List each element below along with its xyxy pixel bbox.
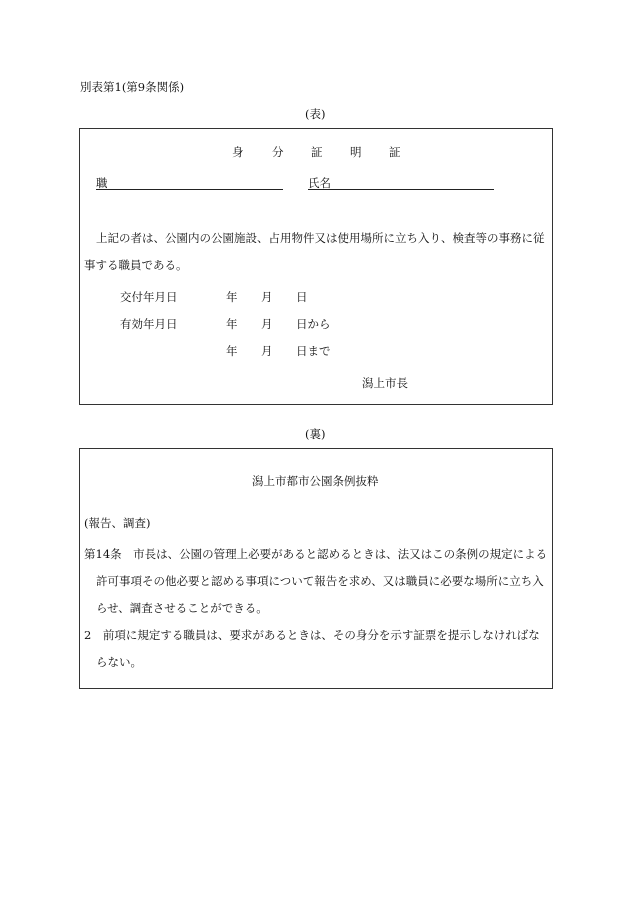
section-heading: (報告、調査) xyxy=(84,516,151,530)
position-field-label: 職 xyxy=(96,176,108,190)
date-row-1-label: 交付年月日 xyxy=(120,290,178,304)
date-row-3-day: 日まで xyxy=(296,344,331,358)
back-card xyxy=(79,448,553,689)
front-title-char-3: 証 xyxy=(311,145,323,159)
front-title-char-4: 明 xyxy=(350,145,362,159)
date-row-1-month: 月 xyxy=(261,290,273,304)
date-row-3-month: 月 xyxy=(261,344,273,358)
back-title: 潟上市都市公園条例抜粋 xyxy=(252,474,379,488)
front-title-char-1: 身 xyxy=(232,145,244,159)
article-line-5: らない。 xyxy=(96,655,142,669)
front-body-line-2: 事する職員である。 xyxy=(84,258,188,272)
date-row-1-day: 日 xyxy=(296,290,308,304)
front-title-char-5: 証 xyxy=(389,145,401,159)
issuer: 潟上市長 xyxy=(362,376,408,390)
date-row-1-year: 年 xyxy=(226,290,238,304)
date-row-2-day: 日から xyxy=(296,317,331,331)
date-row-3-year: 年 xyxy=(226,344,238,358)
name-field-label: 氏名 xyxy=(308,176,331,190)
table-label: 別表第1(第9条関係) xyxy=(80,80,185,94)
front-caption: (表) xyxy=(305,107,326,121)
date-row-2-month: 月 xyxy=(261,317,273,331)
back-caption: (裏) xyxy=(305,427,326,441)
date-row-2-label: 有効年月日 xyxy=(120,317,178,331)
front-card xyxy=(79,128,553,405)
article-line-1: 第14条 市長は、公園の管理上必要があると認めるときは、法又はこの条例の規定による xyxy=(84,547,548,561)
article-line-4: 2 前項に規定する職員は、要求があるときは、その身分を示す証票を提示しなければな xyxy=(84,628,540,642)
front-body-line-1: 上記の者は、公園内の公園施設、占用物件又は使用場所に立ち入り、検査等の事務に従 xyxy=(96,231,545,245)
article-line-3: らせ、調査させることができる。 xyxy=(96,601,268,615)
position-field-underline xyxy=(96,189,283,190)
article-line-2: 許可事項その他必要と認める事項について報告を求め、又は職員に必要な場所に立ち入 xyxy=(96,574,544,588)
name-field-underline xyxy=(308,189,494,190)
front-title-char-2: 分 xyxy=(272,145,284,159)
date-row-2-year: 年 xyxy=(226,317,238,331)
